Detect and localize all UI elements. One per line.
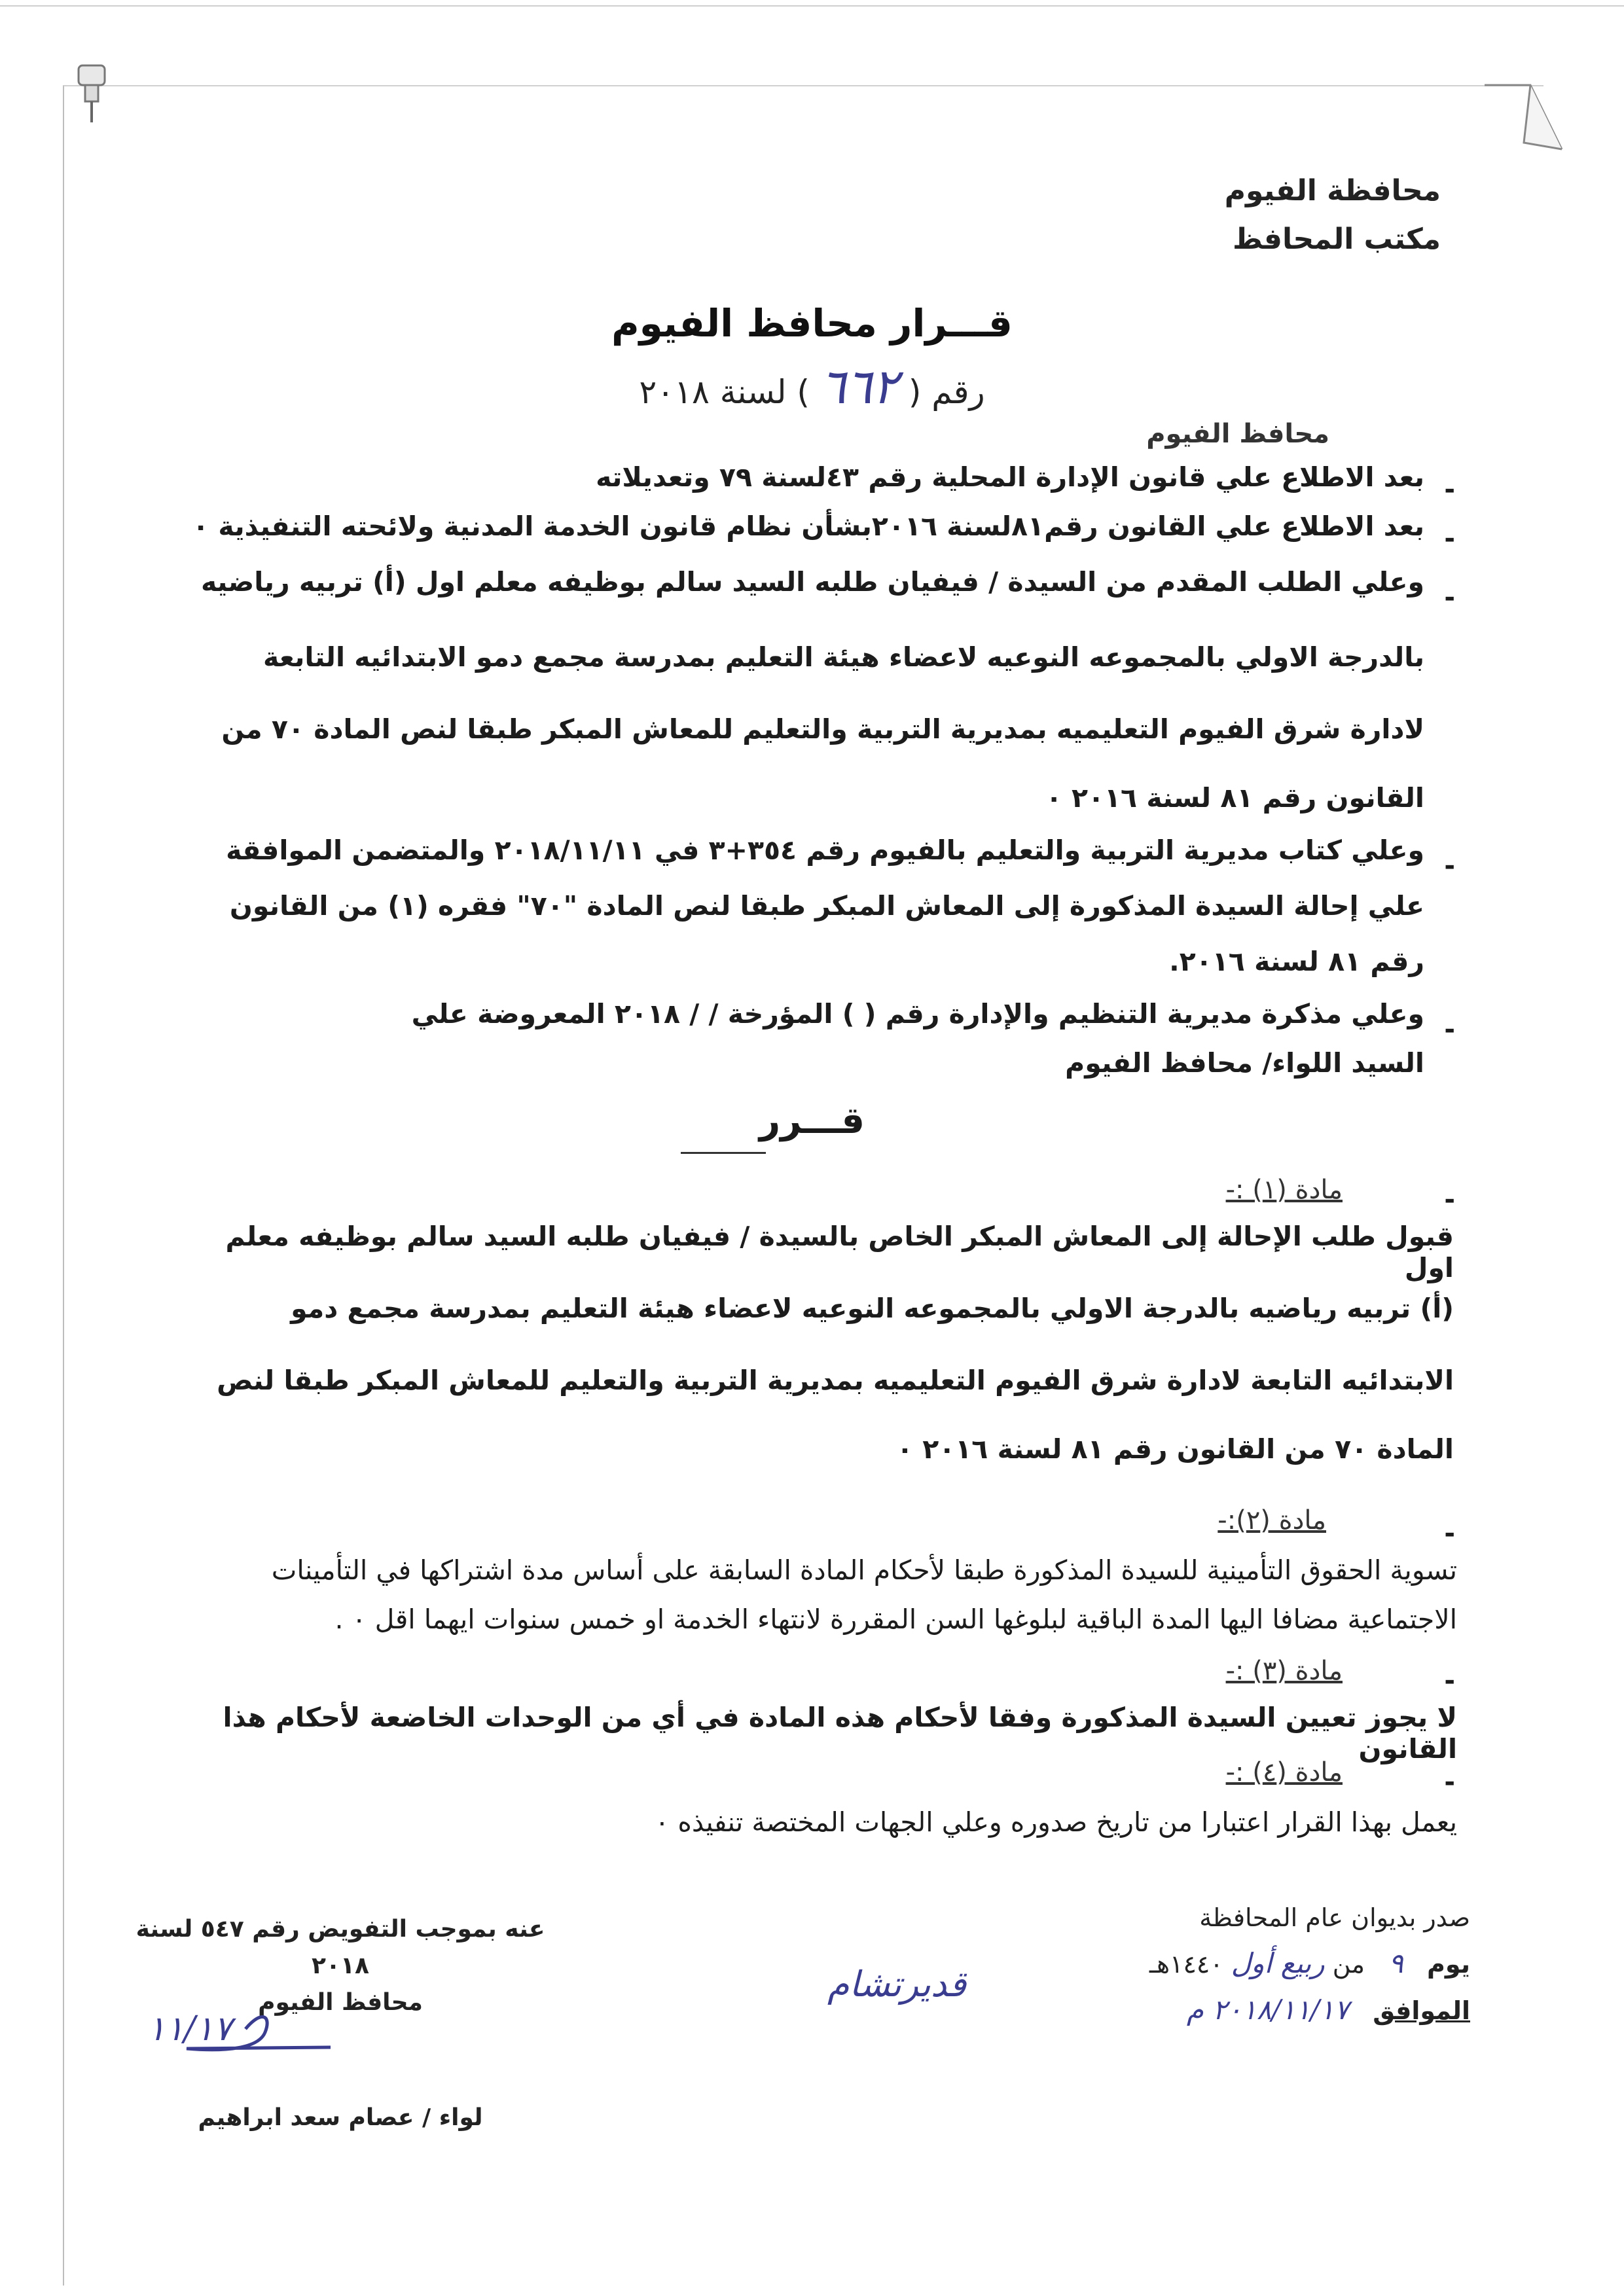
bullet: - [1444, 524, 1455, 554]
decision-title: قـــرار محافظ الفيوم [611, 301, 1013, 346]
signature-mark [147, 1990, 344, 2068]
issuance-line: صدر بديوان عام المحافظة [1199, 1903, 1470, 1932]
bullet: - [1444, 1666, 1455, 1696]
preamble-line: وعلي كتاب مديرية التربية والتعليم بالفيوم رقم ٣٥٤+٣ في ٢٠١٨/١١/١١ والمتضمن الموافقة [226, 834, 1424, 866]
governorate-name: محافظة الفيوم [1224, 174, 1441, 207]
bullet: - [1444, 1518, 1455, 1549]
preamble-line: وعلي الطلب المقدم من السيدة / فيفيان طلبه السيد سالم بوظيفه معلم اول (أ) تربيه رياضيه [201, 566, 1424, 598]
issuance-block [1064, 1895, 1470, 2034]
pushpin-icon [62, 60, 121, 126]
preamble-line: بعد الاطلاع علي قانون الإدارة المحلية رقم ٤٣لسنة ٧٩ وتعديلاته [596, 461, 1424, 493]
handwritten-note: قديرتشام [827, 1964, 967, 2005]
letterhead [983, 167, 1441, 264]
preamble-line: علي إحالة السيدة المذكورة إلى المعاش المبكر طبقا لنص المادة "٧٠" فقره (١) من القانون [229, 890, 1424, 922]
article-3-line: لا يجوز تعيين السيدة المذكورة وفقا لأحكام هذه المادة في أي من الوحدات الخاضعة لأحكام هذا القانون [223, 1702, 1457, 1765]
from-label: من [1332, 1950, 1365, 1979]
folded-corner-icon [1485, 77, 1563, 175]
preamble-line: رقم ٨١ لسنة ٢٠١٦. [1169, 946, 1424, 977]
bullet: - [1444, 583, 1455, 613]
preamble-line: القانون رقم ٨١ لسنة ٢٠١٦ ٠ [1045, 782, 1424, 814]
article-1-heading: مادة (١) :- [1225, 1175, 1343, 1205]
number-prefix: رقم ( [908, 373, 985, 411]
signatory-name: لواء / عصام سعد ابراهيم [198, 2104, 483, 2131]
hijri-date-line [1064, 1941, 1470, 1987]
bullet: - [1444, 851, 1455, 881]
gregorian-date-line [1064, 1987, 1470, 2034]
hijri-year: ١٤٤٠هـ [1149, 1950, 1223, 1979]
preamble-line: لادارة شرق الفيوم التعليميه بمديرية التربية والتعليم للمعاش المبكر طبقا لنص المادة ٧٠ من [221, 713, 1424, 745]
bullet: - [1444, 475, 1455, 505]
signatory-title: محافظ الفيوم [258, 1989, 423, 2016]
article-4-line: يعمل بهذا القرار اعتبارا من تاريخ صدوره وعلي الجهات المختصة تنفيذه ٠ [655, 1806, 1457, 1838]
bullet: - [1444, 1185, 1455, 1215]
article-1-line: قبول طلب الإحالة إلى المعاش المبكر الخاص بالسيدة / فيفيان طلبه السيد سالم بوظيفه معلم اول [225, 1221, 1454, 1283]
article-3-heading: مادة (٣) :- [1225, 1656, 1343, 1686]
delegation-line: عنه بموجب التفويض رقم ٥٤٧ لسنة ٢٠١٨ [135, 1916, 545, 1979]
decision-underline [681, 1152, 766, 1154]
article-1-line: الابتدائيه التابعة لادارة شرق الفيوم التعليميه بمديرية التربية والتعليم للمعاش المبكر طبقا لنص [217, 1365, 1454, 1396]
day-value: ٩ [1388, 1947, 1403, 1979]
decision-number-line [0, 359, 1624, 415]
bullet: - [1444, 1767, 1455, 1797]
handwritten-date: ١١/١٧ [147, 2009, 232, 2049]
number-suffix: ) لسنة ٢٠١٨ [639, 373, 810, 411]
office-name: مكتب المحافظ [1233, 223, 1441, 256]
gregorian-date: ٢٠١٨/١١/١٧ م [1186, 1994, 1349, 2026]
page-top-edge [0, 5, 1624, 7]
preamble-line: وعلي مذكرة مديرية التنظيم والإدارة رقم ( ) المؤرخة / / ٢٠١٨ المعروضة علي [411, 998, 1424, 1030]
article-4-heading: مادة (٤) :- [1225, 1757, 1343, 1787]
corresponding-label: الموافق [1373, 1996, 1470, 2025]
article-2-heading: مادة (٢):- [1218, 1505, 1326, 1535]
issuer-heading: محافظ الفيوم [1146, 419, 1329, 449]
article-2-line: الاجتماعية مضافا اليها المدة الباقية لبلوغها السن المقررة لانتهاء الخدمة او خمس سنوات ايهما اقل ٠ . [334, 1604, 1457, 1635]
bullet: - [1444, 1014, 1455, 1045]
article-2-line: تسوية الحقوق التأمينية للسيدة المذكورة طبقا لأحكام المادة السابقة على أساس مدة اشتراكها في التأمينات [271, 1554, 1457, 1586]
article-1-line: (أ) تربيه رياضيه بالدرجة الاولي بالمجموعه النوعيه لاعضاء هيئة التعليم بمدرسة مجمع دمو [291, 1293, 1454, 1324]
preamble-line: السيد اللواء/ محافظ الفيوم [1065, 1047, 1424, 1079]
article-1-line: المادة ٧٠ من القانون رقم ٨١ لسنة ٢٠١٦ ٠ [896, 1433, 1454, 1465]
preamble-line: بعد الاطلاع علي القانون رقم٨١لسنة ٢٠١٦بشأن نظام قانون الخدمة المدنية ولائحته التنفيذية ٠ [192, 511, 1424, 542]
hijri-month: ربيع أول [1231, 1947, 1325, 1979]
day-label: يوم [1427, 1950, 1470, 1979]
decision-heading: قـــرر [759, 1100, 865, 1142]
decision-number: ٦٦٢ [820, 359, 898, 415]
preamble-line: بالدرجة الاولي بالمجموعه النوعيه لاعضاء هيئة التعليم بمدرسة مجمع دمو الابتدائيه التابعة [263, 641, 1424, 673]
